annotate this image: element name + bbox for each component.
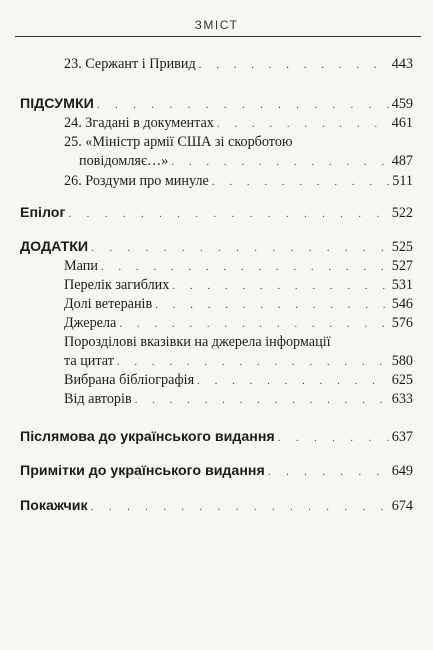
toc-entry-page: 527 <box>391 258 413 274</box>
toc-entry-maps[interactable] <box>0 257 433 277</box>
toc-entry-title: Долі ветеранів <box>64 296 153 312</box>
toc-entry-title: Мапи <box>64 258 98 274</box>
leader-dots <box>91 239 390 258</box>
toc-entry-26[interactable] <box>0 172 433 192</box>
leader-dots <box>217 115 390 134</box>
toc-entry-page: 576 <box>391 315 413 331</box>
leader-dots <box>117 353 390 372</box>
leader-dots <box>101 258 390 277</box>
leader-dots <box>68 205 389 224</box>
toc-section-title: ПІДСУМКИ <box>20 96 94 112</box>
toc-section-page: 459 <box>391 96 413 112</box>
toc-section-title: Примітки до українського видання <box>20 463 265 479</box>
leader-dots <box>278 429 390 448</box>
toc-entry-page: 487 <box>391 153 413 169</box>
toc-section-title: Післямова до українського видання <box>20 429 275 445</box>
toc-section-index[interactable] <box>0 497 433 517</box>
toc-entry-page: 580 <box>391 353 413 369</box>
leader-dots <box>155 296 390 315</box>
toc-entry-title: 24. Згадані в документах <box>64 115 214 131</box>
toc-entry-sources[interactable] <box>0 314 433 334</box>
toc-section-page: 637 <box>391 429 413 445</box>
toc-entry-page: 546 <box>391 296 413 312</box>
toc-entry-page: 633 <box>391 391 413 407</box>
toc-entry-title: Вибрана бібліографія <box>64 372 195 388</box>
toc-entry-title-line1: Порозділові вказівки на джерела інформації <box>64 334 331 350</box>
toc-entry-25[interactable] <box>0 133 433 172</box>
leader-dots <box>212 173 390 192</box>
page-header: ЗМІСТ <box>194 18 239 32</box>
toc-entry-page: 511 <box>392 173 413 189</box>
toc-section-title: Епілог <box>20 205 66 221</box>
toc-entry-title: 23. Сержант і Привид <box>64 56 196 72</box>
toc-section-page: 674 <box>391 498 413 514</box>
toc-entry-title-line1: 25. «Міністр армії США зі скорботою <box>64 134 293 150</box>
leader-dots <box>135 391 390 410</box>
toc-entry-title: Від авторів <box>64 391 132 407</box>
toc-section-afterword[interactable] <box>0 428 433 448</box>
toc-section-summary[interactable] <box>0 95 433 115</box>
toc-section-notes[interactable] <box>0 462 433 482</box>
toc-entry-title: Джерела <box>64 315 117 331</box>
toc-entry-title-line2: повідомляє…» <box>79 153 169 169</box>
leader-dots <box>171 153 389 172</box>
toc-entry-chapter-notes[interactable] <box>0 333 433 372</box>
toc-section-title: ДОДАТКИ <box>20 239 89 255</box>
toc-entry-authors-note[interactable] <box>0 390 433 410</box>
toc-entry-page: 461 <box>391 115 413 131</box>
toc-entry-casualties[interactable] <box>0 276 433 296</box>
header-rule <box>15 36 421 37</box>
leader-dots <box>268 463 390 482</box>
leader-dots <box>172 277 389 296</box>
toc-section-page: 522 <box>391 205 413 221</box>
toc-entry-page: 443 <box>391 56 413 72</box>
toc-entry-23[interactable] <box>0 55 433 75</box>
leader-dots <box>91 498 390 517</box>
leader-dots <box>199 56 390 75</box>
toc-entry-page: 531 <box>391 277 413 293</box>
toc-entry-title: Перелік загиблих <box>64 277 170 293</box>
leader-dots <box>119 315 389 334</box>
toc-section-title: Покажчик <box>20 498 88 514</box>
toc-entry-24[interactable] <box>0 114 433 134</box>
toc-entry-title-line2: та цитат <box>64 353 114 369</box>
toc-entry-page: 625 <box>391 372 413 388</box>
toc-entry-veterans[interactable] <box>0 295 433 315</box>
toc-section-page: 525 <box>391 239 413 255</box>
leader-dots <box>197 372 390 391</box>
toc-entry-bibliography[interactable] <box>0 371 433 391</box>
leader-dots <box>97 96 390 115</box>
toc-section-page: 649 <box>391 463 413 479</box>
toc-entry-title: 26. Роздуми про минуле <box>64 173 209 189</box>
toc-section-epilogue[interactable] <box>0 204 433 224</box>
toc-section-appendices[interactable] <box>0 238 433 258</box>
